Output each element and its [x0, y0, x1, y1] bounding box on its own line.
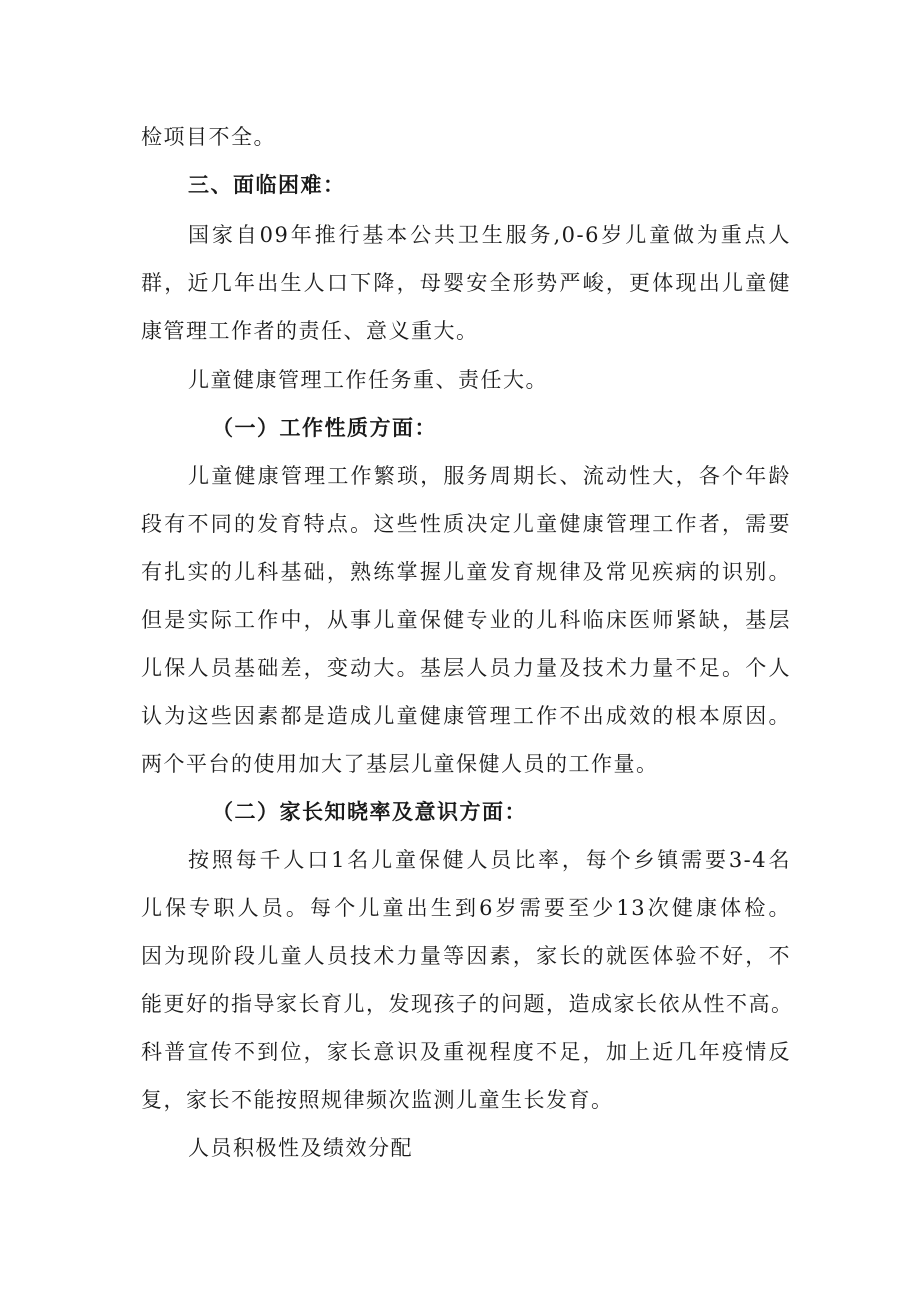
subsection-heading: （二）家长知晓率及意识方面：	[212, 799, 527, 824]
paragraph-line: 因为现阶段儿童人员技术力量等因素，家长的就医体验不好，不	[141, 944, 791, 968]
paragraph-line: 儿童健康管理工作任务重、责任大。	[188, 368, 548, 392]
paragraph-line: 儿保人员基础差，变动大。基层人员力量及技术力量不足。个人	[141, 656, 791, 680]
paragraph-line: 人员积极性及绩效分配	[188, 1136, 413, 1160]
paragraph-line: 儿童健康管理工作繁琐，服务周期长、流动性大，各个年龄	[188, 464, 791, 488]
paragraph-line: 复，家长不能按照规律频次监测儿童生长发育。	[141, 1088, 614, 1112]
paragraph-line: 认为这些因素都是造成儿童健康管理工作不出成效的根本原因。	[141, 704, 791, 728]
paragraph-line: 国家自09年推行基本公共卫生服务,0-6岁儿童做为重点人	[188, 223, 791, 247]
paragraph-line: 能更好的指导家长育儿，发现孩子的问题，造成家长依从性不高。	[141, 992, 794, 1016]
paragraph-line: 有扎实的儿科基础，熟练掌握儿童发育规律及常见疾病的识别。	[141, 560, 791, 584]
paragraph-line: 但是实际工作中，从事儿童保健专业的儿科临床医师紧缺，基层	[141, 608, 791, 632]
paragraph-line: 两个平台的使用加大了基层儿童保健人员的工作量。	[141, 752, 659, 776]
paragraph-line: 段有不同的发育特点。这些性质决定儿童健康管理工作者，需要	[141, 512, 791, 536]
paragraph-line: 按照每千人口1名儿童保健人员比率，每个乡镇需要3-4名	[188, 848, 791, 872]
section-heading: 三、面临困难：	[188, 173, 346, 197]
subsection-heading: （一）工作性质方面：	[212, 415, 437, 440]
paragraph-line: 儿保专职人员。每个儿童出生到6岁需要至少13次健康体检。	[141, 896, 791, 920]
paragraph-line: 科普宣传不到位，家长意识及重视程度不足，加上近几年疫情反	[141, 1040, 791, 1064]
paragraph-line: 群，近几年出生人口下降，母婴安全形势严峻，更体现出儿童健	[141, 271, 791, 295]
paragraph-line: 康管理工作者的责任、意义重大。	[141, 319, 479, 343]
text-line: 检项目不全。	[141, 125, 276, 149]
